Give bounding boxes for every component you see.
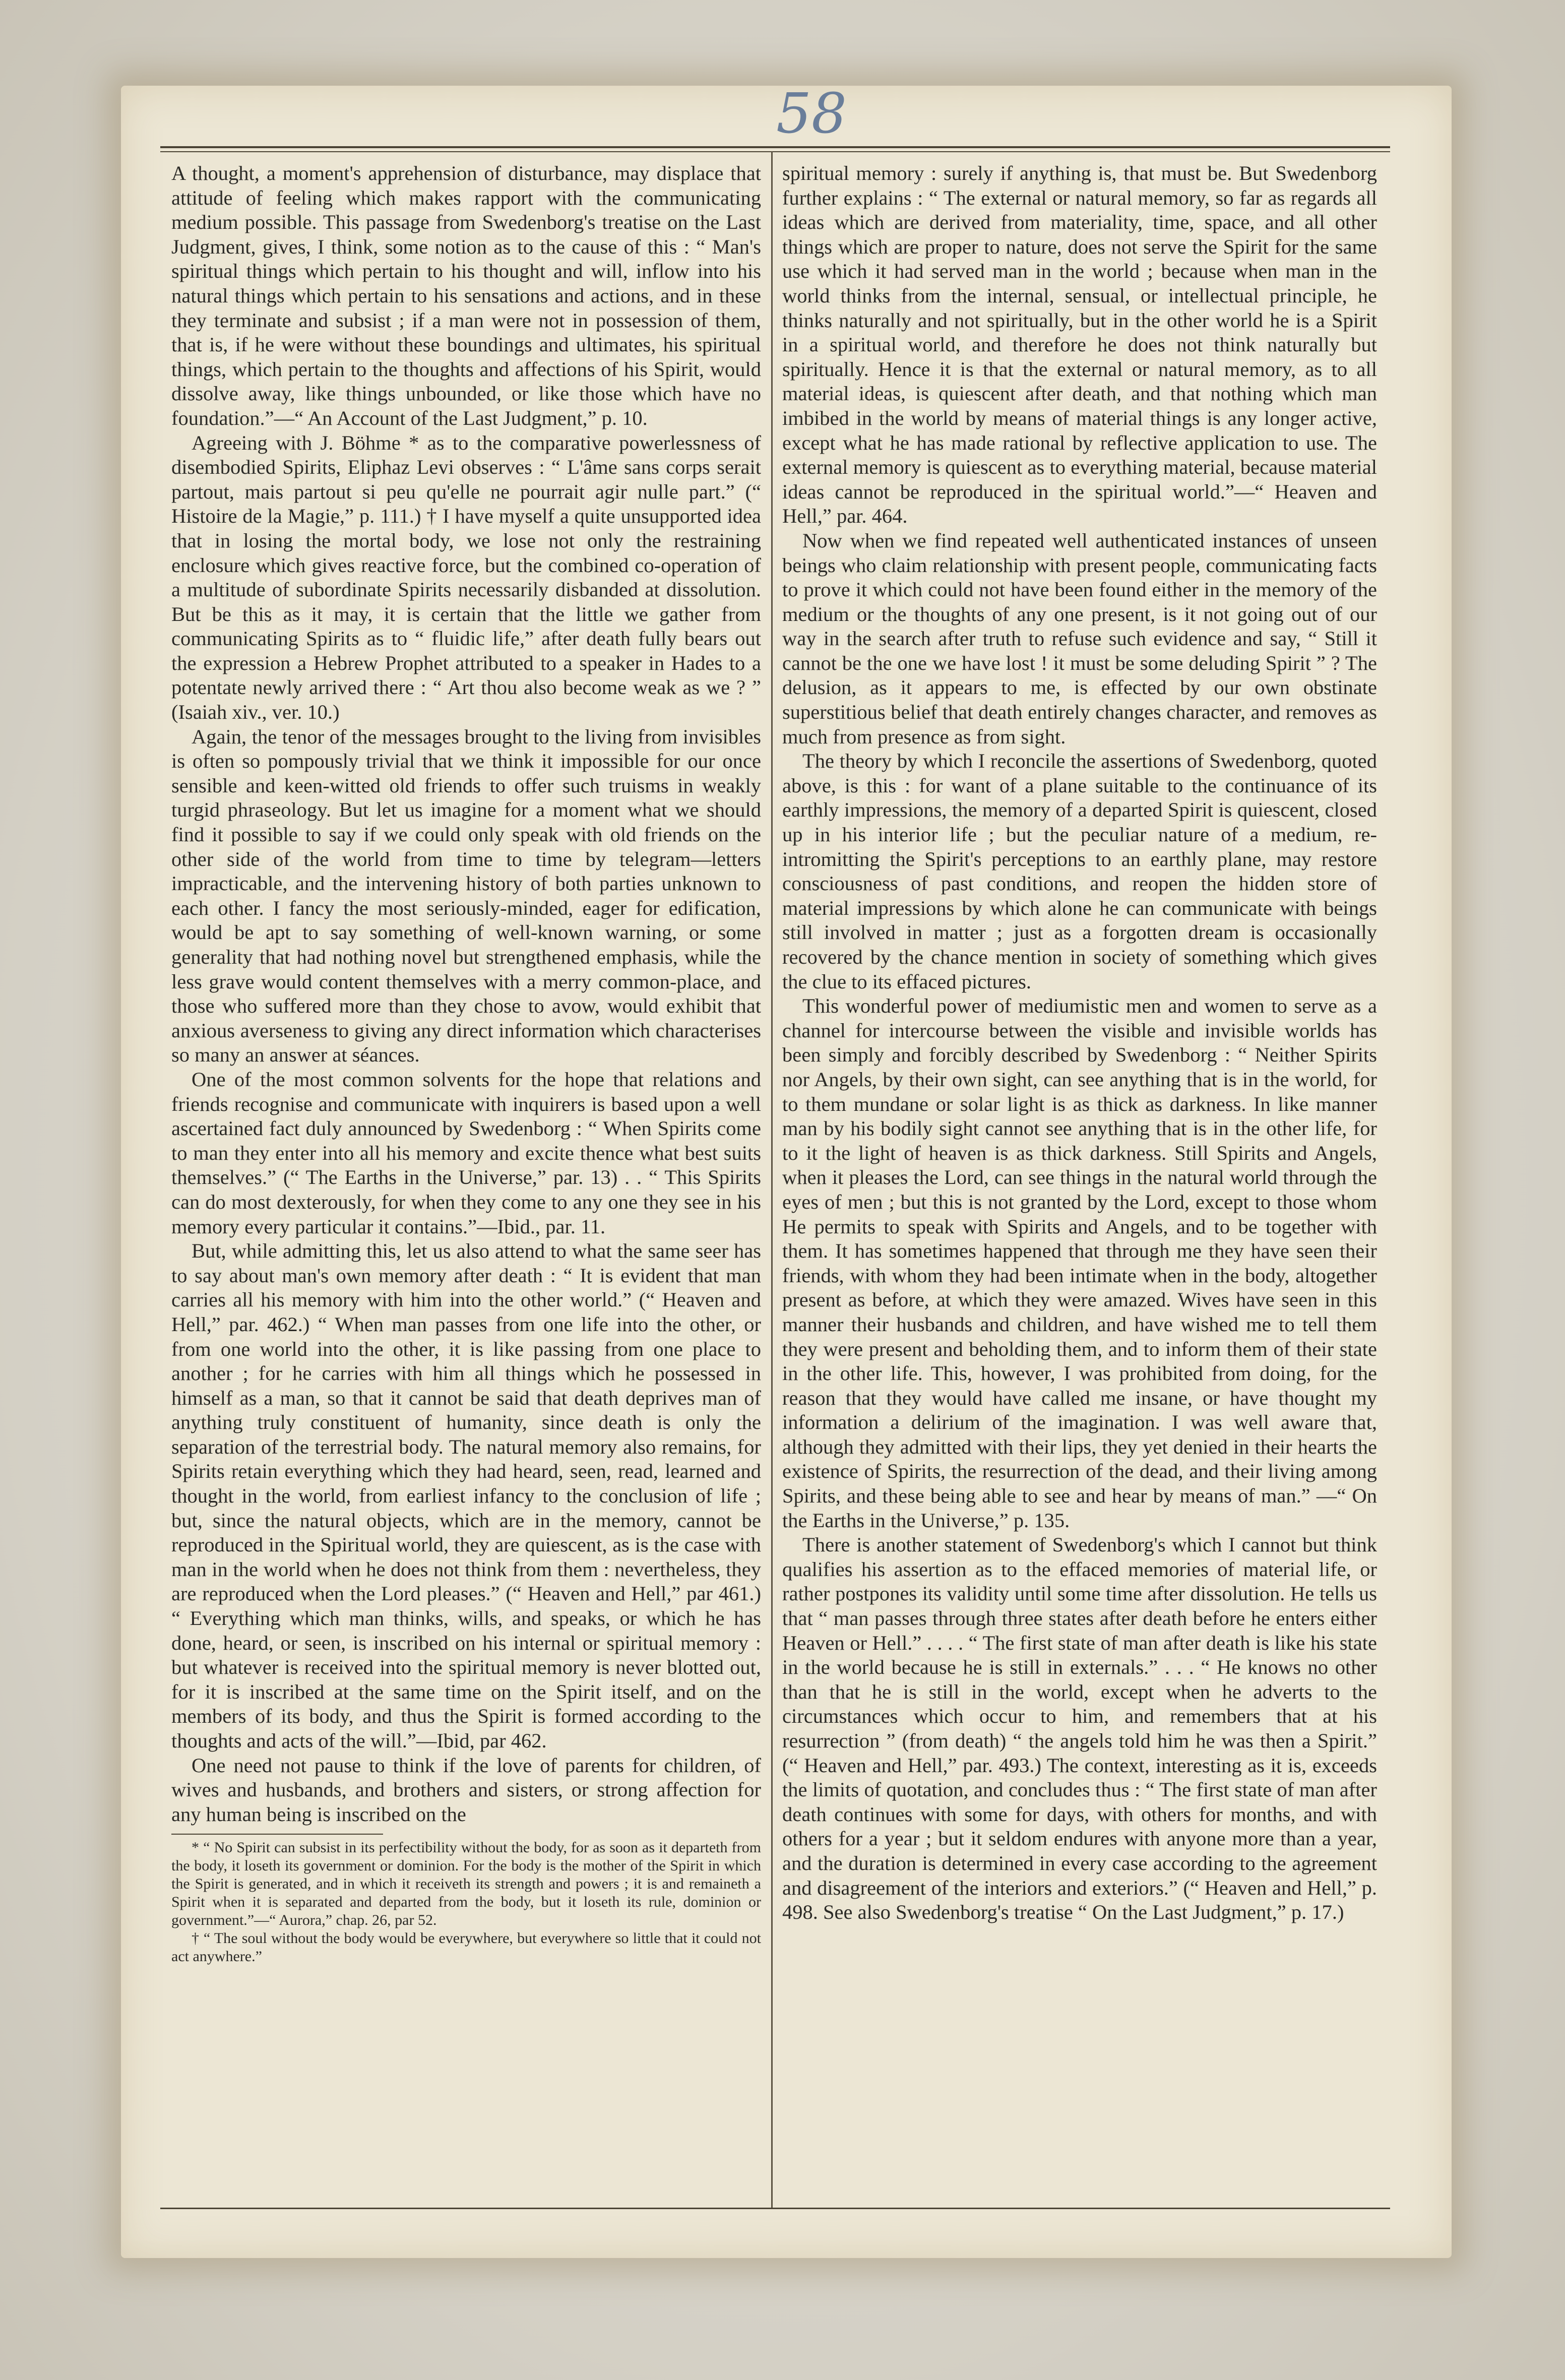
paragraph: The theory by which I reconcile the assertions of Swedenborg, quoted above, is this : for want of a plane suitable to the continuance of its earthly impressions, the memory of a departed Spirit is quiescent, closed up in his interior life ; but the peculiar nature of a medium, re-intromitting the Spirit's perceptions to an earthly plane, may restore consciousness of past conditions, and reopen the hidden store of material impressions by which alone he can communicate with beings still involved in matter ; just as a forgotten dream is occasionally recovered by the chance mention in society of something which gives the clue to its effaced pictures. (782, 749, 1377, 993)
paragraph: Agreeing with J. Böhme * as to the comparative powerlessness of disembodied Spirits, Eliphaz Levi observes : “ L'âme sans corps serait partout, mais partout si peu qu'elle ne pourrait agir nulle part.” (“ Histoire de la Magie,” p. 111.) † I have myself a quite unsupported idea that in losing the mortal body, we lose not only the restraining enclosure which gives reactive force, but the combined co-operation of a multitude of subordinate Spirits necessarily disbanded at dissolution. But be this as it may, it is certain that the little we gather from communicating Spirits as to “ fluidic life,” after death fully bears out the expression a Hebrew Prophet attributed to a speaker in Hades to a potentate newly arrived there : “ Art thou also become weak as we ? ” (Isaiah xiv., ver. 10.) (171, 431, 761, 724)
paragraph: Now when we find repeated well authenticated instances of unseen beings who claim relationship with present people, communicating facts to prove it which could not have been found either in the memory of the medium or the thoughts of any one present, is it not going out of our way in the search after truth to refuse such evidence and say, “ Still it cannot be the one we have lost ! it must be some deluding Spirit ” ? The delusion, as it appears to me, is effected by our own obstinate superstitious belief that death entirely changes character, and removes as much from presence as from sight. (782, 529, 1377, 748)
paragraph: A thought, a moment's apprehension of disturbance, may displace that attitude of feeling which makes rapport with the communicating medium possible. This passage from Swedenborg's treatise on the Last Judgment, gives, I think, some notion as to the cause of this : “ Man's spiritual things which pertain to his thought and will, inflow into his natural things which pertain to his sensations and actions, and in these they terminate and subsist ; if a man were not in possession of them, that is, if he were without these boundings and ultimates, his spiritual things, which pertain to the thoughts and affections of his Spirit, would dissolve away, like things unbounded, or like those which have no foundation.”—“ An Account of the Last Judgment,” p. 10. (171, 162, 761, 429)
paragraph: One need not pause to think if the love of parents for children, of wives and husbands, and brothers and sisters, or strong affection for any human being is inscribed on the (171, 1753, 761, 1826)
footer-rule (160, 2208, 1390, 2209)
footnote: † “ The soul without the body would be everywhere, but everywhere so little that it could not act anywhere.” (171, 1930, 761, 1965)
left-column (171, 161, 761, 1966)
paragraph: spiritual memory : surely if anything is, that must be. But Swedenborg further explains : “ The external or natural memory, so far as regards all ideas which are derived from materiality, time, space, and all other things which are proper to nature, does not serve the Spirit for the same use which it had served man in the world ; because when man in the world thinks from the internal, sensual, or intellectual principle, he thinks naturally and not spiritually, but in the other world he is a Spirit in a spiritual world, and therefore he does not think naturally but spiritually. Hence it is that the external or natural memory, as to all material ideas, is quiescent after death, and that nothing which man imbibed in the world by means of material things is any longer active, except what he has made rational by reflective application to use. The external memory is quiescent as to everything material, because material ideas cannot be reproduced in the spiritual world.”—“ Heaven and Hell,” par. 464. (782, 162, 1377, 528)
header-rule-thin (160, 151, 1390, 152)
column-separator (771, 151, 773, 2208)
right-column (782, 161, 1377, 1925)
footnote: * “ No Spirit can subsist in its perfectibility without the body, for as soon as it departeth from the body, it loseth its government or dominion. For the body is the mother of the Spirit in which the Spirit is generated, and in which it receiveth its strength and powers ; it is and remaineth a Spirit when it is separated and departed from the body, but it loseth its rule, dominion or government.”—“ Aurora,” chap. 26, par 52. (171, 1839, 761, 1929)
paragraph: Again, the tenor of the messages brought to the living from invisibles is often so pompously trivial that we think it impossible for our once sensible and keen-witted old friends to offer such truisms in weakly turgid phraseology. But let us imagine for a moment what we should find it possible to say if we could only speak with old friends on the other side of the world from time to time by telegram—letters impracticable, and the intervening history of both parties unknown to each other. I fancy the most seriously-minded, eager for edification, would be apt to say something of well-known warning, or some generality that had nothing novel but strengthened emphasis, while the less grave would content themselves with a merry common-place, and those who suffered more than they chose to avow, would exhibit that anxious averseness to giving any direct information which characterises so many an answer at séances. (171, 725, 761, 1067)
paragraph: There is another statement of Swedenborg's which I cannot but think qualifies his assertion as to the effaced memories of material life, or rather postpones its validity until some time after dissolution. He tells us that “ man passes through three states after death before he enters either Heaven or Hell.” . . . . “ The first state of man after death is like his state in the world because he is still in externals.” . . . “ He knows no other than that he is still in the world, except when he adverts to the circumstances which occur to him, and remembers that at his resurrection ” (from death) “ the angels told him he was then a Spirit.” (“ Heaven and Hell,” par. 493.) The context, interesting as it is, exceeds the limits of quotation, and concludes thus : “ The first state of man after death continues with some for days, with others for months, and with others for a year ; but it seldom endures with anyone more than a year, and the duration is determined in every case according to the agreement and disagreement of the interiors and exteriors.” (“ Heaven and Hell,” p. 498. See also Swedenborg's treatise “ On the Last Judgment,” p. 17.) (782, 1533, 1377, 1924)
paragraph: This wonderful power of mediumistic men and women to serve as a channel for intercourse between the visible and invisible worlds has been simply and forcibly described by Swedenborg : “ Neither Spirits nor Angels, by their own sight, can see anything that is in the world, for to them mundane or solar light is as thick as darkness. In like manner man by his bodily sight cannot see anything that is in the other life, for to it the light of heaven is as thick darkness. Still Spirits and Angels, when it pleases the Lord, can see things in the natural world through the eyes of men ; but this is not granted by the Lord, except to those whom He permits to speak with Spirits and Angels, and to be together with them. It has sometimes happened that through me they have seen their friends, with whom they had been intimate when in the body, altogether present as before, at which they were amazed. Wives have seen in this manner their husbands and children, and have wished me to tell them they were present and beholding them, and to inform them of their state in the other life. This, however, I was prohibited from doing, for the reason that they would have called me insane, or have thought my information a delirium of the imagination. I was well aware that, although they admitted with their lips, they yet denied in their hearts the existence of Spirits, the resurrection of the dead, and their living among Spirits, and these being able to see and hear by means of man.” —“ On the Earths in the Universe,” p. 135. (782, 994, 1377, 1532)
handwritten-page-number: 58 (776, 81, 847, 146)
header-rule (160, 146, 1390, 148)
footnote-separator (171, 1834, 383, 1835)
paragraph: But, while admitting this, let us also attend to what the same seer has to say about man's own memory after death : “ It is evident that man carries all his memory with him into the other world.” (“ Heaven and Hell,” par. 462.) “ When man passes from one life into the other, or from one world into the other, it is like passing from one place to another ; for he carries with him all things which he possessed in himself as a man, so that it cannot be said that death deprives man of anything truly constituent of humanity, since death is only the separation of the terrestrial body. The natural memory also remains, for Spirits retain everything which they had heard, seen, read, learned and thought in the world, from earliest infancy to the conclusion of life ; but, since the natural objects, which are in the memory, cannot be reproduced in the Spiritual world, they are quiescent, as is the case with man in the world when he does not think from them : nevertheless, they are reproduced when the Lord pleases.” (“ Heaven and Hell,” par 461.) “ Everything which man thinks, wills, and speaks, or which he has done, heard, or seen, is inscribed on his internal or spiritual memory : but whatever is received into the spiritual memory is never blotted out, for it is inscribed at the same time on the Spirit itself, and on the members of its body, and thus the Spirit is formed according to the thoughts and acts of the will.”—Ibid, par 462. (171, 1239, 761, 1752)
paragraph: One of the most common solvents for the hope that relations and friends recognise and communicate with inquirers is based upon a well ascertained fact duly announced by Swedenborg : “ When Spirits come to man they enter into all his memory and excite thence what best suits themselves.” (“ The Earths in the Universe,” par. 13) . . “ This Spirits can do most dexterously, for when they come to any one they see in his memory every particular it contains.”—Ibid., par. 11. (171, 1068, 761, 1238)
